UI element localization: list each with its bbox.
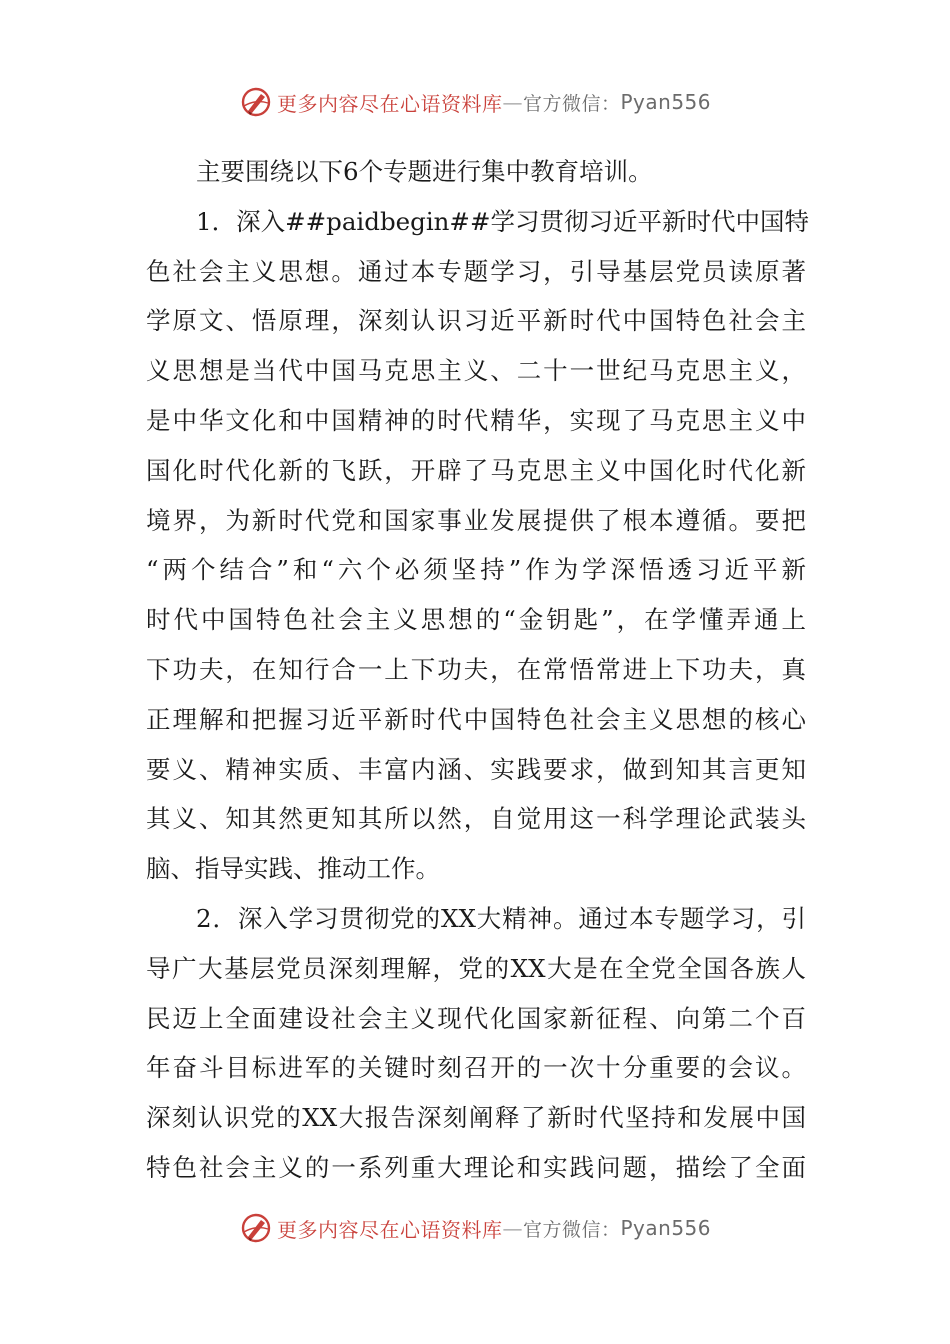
pen-logo-icon <box>239 85 273 119</box>
body-line: 脑、指导实践、推动工作。 <box>146 854 440 884</box>
body-line: 特色社会主义的一系列重大理论和实践问题，描绘了全面 <box>146 1152 806 1182</box>
watermark-site-text: 更多内容尽在心语资料库 <box>276 91 503 116</box>
body-line: 正理解和把握习近平新时代中国特色社会主义思想的核心 <box>146 704 806 734</box>
watermark-footer <box>0 1208 950 1248</box>
document-body <box>146 147 809 1193</box>
body-line: “两个结合”和“六个必须坚持”作为学深悟透习近平新 <box>146 555 806 585</box>
body-line: 境界，为新时代党和国家事业发展提供了根本遵循。要把 <box>146 505 806 535</box>
watermark-site-text: 更多内容尽在心语资料库 <box>276 1217 503 1242</box>
watermark-suffix: 官方微信： <box>522 1218 621 1241</box>
watermark-suffix: 官方微信： <box>522 92 621 115</box>
watermark-code: Pyan556 <box>620 1216 712 1240</box>
body-line: 2．深入学习贯彻党的XX大精神。通过本专题学习，引 <box>196 903 806 933</box>
watermark-separator: — <box>502 90 523 114</box>
pen-logo-icon <box>239 1211 273 1245</box>
body-line: 1．深入##paidbegin##学习贯彻习近平新时代中国特 <box>196 206 809 236</box>
body-line: 国化时代化新的飞跃，开辟了马克思主义中国化时代化新 <box>146 455 806 485</box>
watermark-code: Pyan556 <box>620 90 712 114</box>
body-line: 义思想是当代中国马克思主义、二十一世纪马克思主义， <box>146 356 806 386</box>
body-line: 其义、知其然更知其所以然，自觉用这一科学理论武装头 <box>146 804 806 834</box>
body-line: 下功夫，在知行合一上下功夫，在常悟常进上下功夫，真 <box>146 654 806 684</box>
body-line: 时代中国特色社会主义思想的“金钥匙”，在学懂弄通上 <box>146 605 806 635</box>
body-line: 是中华文化和中国精神的时代精华，实现了马克思主义中 <box>146 405 806 435</box>
body-line: 深刻认识党的XX大报告深刻阐释了新时代坚持和发展中国 <box>146 1103 806 1133</box>
watermark-header <box>0 82 950 122</box>
body-line: 主要围绕以下6个专题进行集中教育培训。 <box>196 157 653 186</box>
body-line: 学原文、悟原理，深刻认识习近平新时代中国特色社会主 <box>146 306 806 336</box>
watermark-separator: — <box>502 1216 523 1240</box>
body-line: 民迈上全面建设社会主义现代化国家新征程、向第二个百 <box>146 1003 806 1033</box>
body-line: 导广大基层党员深刻理解，党的XX大是在全党全国各族人 <box>146 953 806 983</box>
body-line: 色社会主义思想。通过本专题学习，引导基层党员读原著 <box>146 256 806 286</box>
body-line: 年奋斗目标进军的关键时刻召开的一次十分重要的会议。 <box>146 1053 806 1083</box>
body-line: 要义、精神实质、丰富内涵、实践要求，做到知其言更知 <box>146 754 806 784</box>
